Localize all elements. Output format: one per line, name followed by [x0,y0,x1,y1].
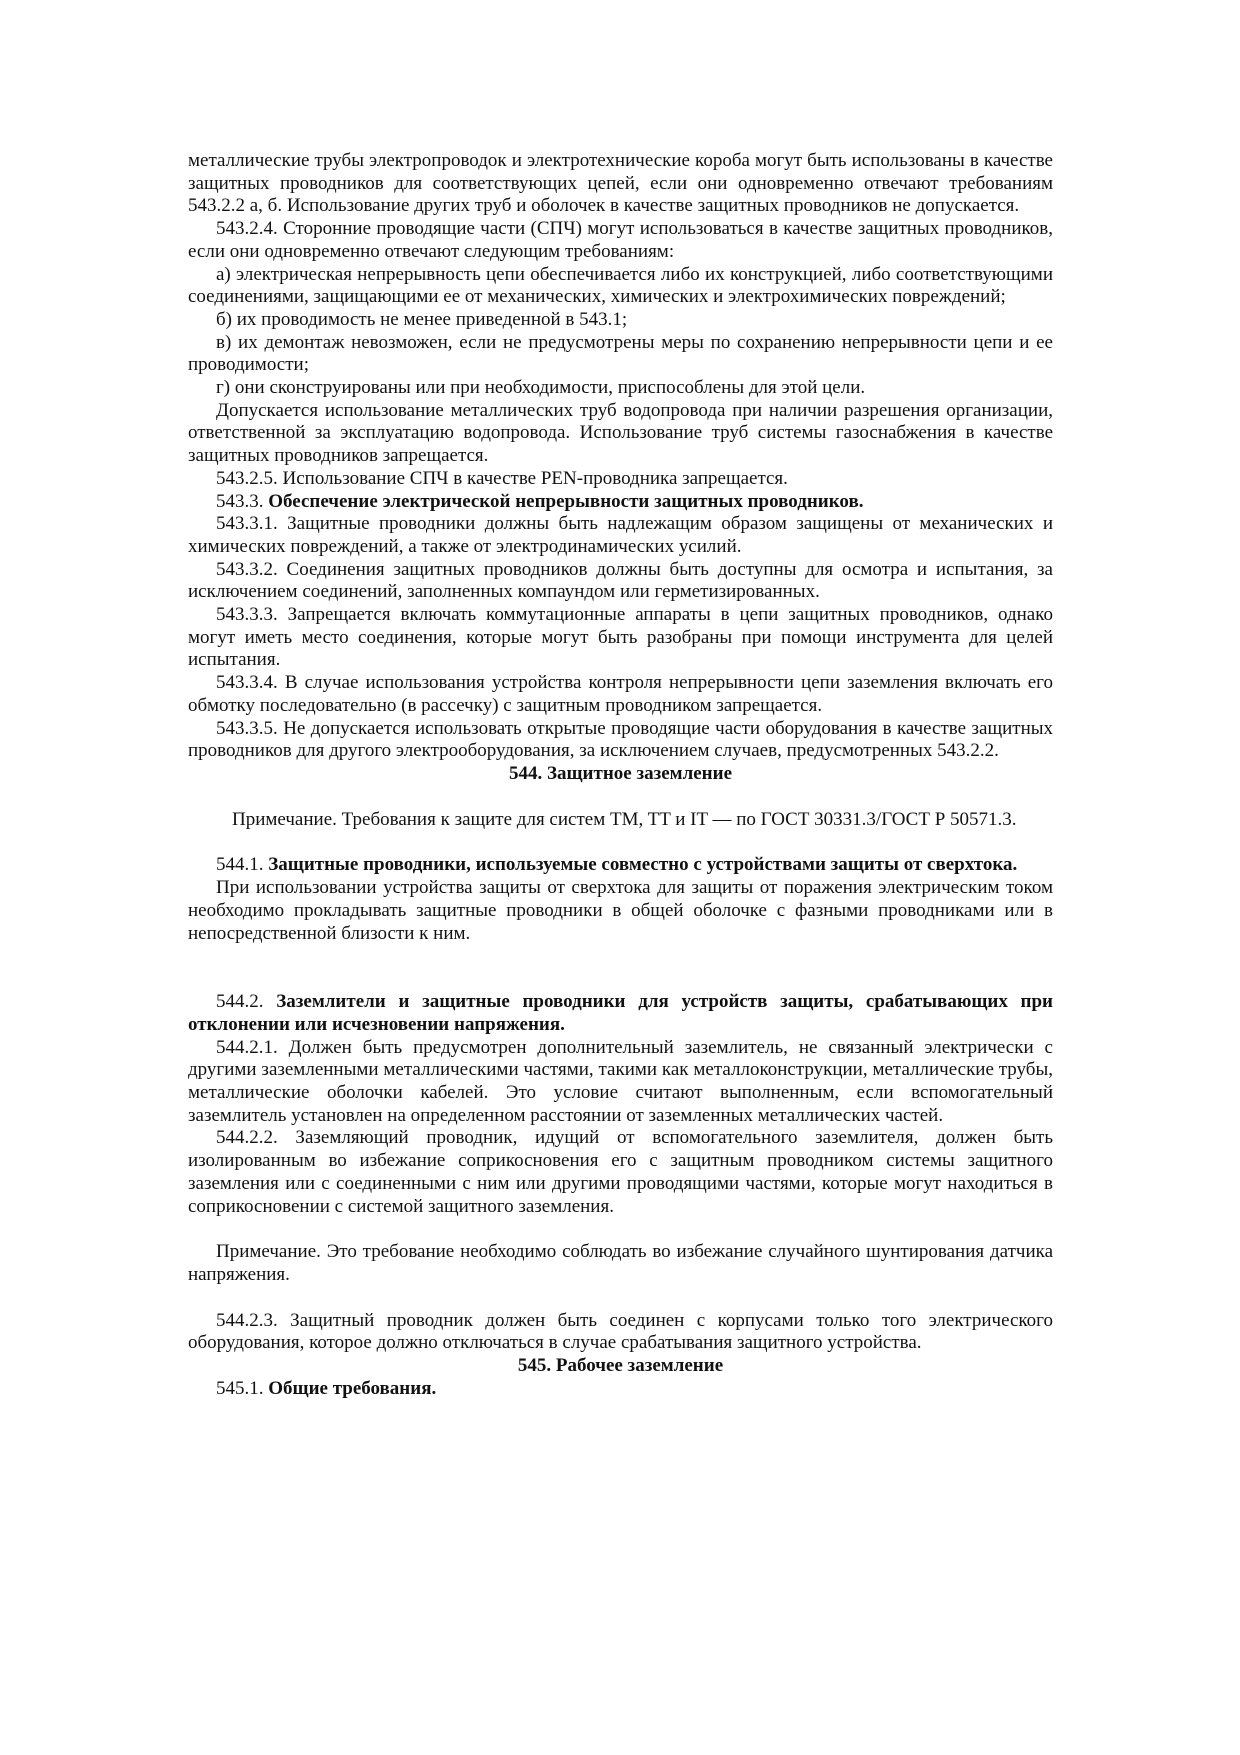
spacer [188,831,1053,854]
section-543-3 [188,491,1053,514]
spacer [188,786,1053,809]
section-545-1 [188,1378,1053,1401]
note-544: Примечание. Требования к защите для систем TM, TT и IT — по ГОСТ 30331.3/ГОСТ Р 50571.3. [232,808,1017,830]
heading-545: 545. Рабочее заземление [517,1355,724,1377]
list-item-a: а) электрическая непрерывность цепи обеспечивается либо их конструкцией, либо соответствующими соединениями, защищающими ее от механических, химических и электрохимических повреждений; [188,263,1053,308]
section-title: Общие требования. [268,1377,437,1399]
section-544-2 [188,991,1053,1036]
section-number: 543.3. [216,490,264,512]
list-item-g: г) они сконструированы или при необходимости, приспособлены для этой цели. [216,377,866,399]
paragraph-544-2-1: 544.2.1. Должен быть предусмотрен дополнительный заземлитель, не связанный электрически с другими заземленными металлическими частями, такими как металлоконструкции, металлические трубы, металлические оболочки кабелей. Это условие считают выполненным, если вспомогательный заземлитель установлен на определенном расстоянии от заземленных металлических частей. [188,1036,1053,1126]
spacer [188,945,1053,991]
heading-544: 544. Защитное заземление [508,762,733,784]
spacer [188,1218,1053,1241]
section-544-1 [188,854,1053,877]
note-544-2-2: Примечание. Это требование необходимо соблюдать во избежание случайного шунтирования датчика напряжения. [188,1241,1053,1285]
paragraph-544-2-3: 544.2.3. Защитный проводник должен быть соединен с корпусами только того электрического оборудования, которое должно отключаться в случае срабатывания защитного устройства. [188,1309,1053,1354]
paragraph-543-3-1: 543.3.1. Защитные проводники должны быть надлежащим образом защищены от механических и химических повреждений, а также от электродинамических усилий. [188,513,1053,557]
paragraph-543-2-4: 543.2.4. Сторонние проводящие части (СПЧ) могут использоваться в качестве защитных проводников, если они одновременно отвечают следующим требованиям: [188,218,1053,262]
section-number: 544.1. [216,854,264,876]
list-item-b: б) их проводимость не менее приведенной в 543.1; [216,308,628,330]
section-title: Защитные проводники, используемые совместно с устройствами защиты от сверхтока. [268,854,1018,876]
section-title: Обеспечение электрической непрерывности защитных проводников. [268,490,864,512]
section-title: Заземлители и защитные проводники для устройств защиты, срабатывающих при отклонении или исчезновении напряжения. [188,991,1053,1035]
paragraph-544-1-text: При использовании устройства защиты от сверхтока для защиты от поражения электрическим током необходимо прокладывать защитные проводники в общей оболочке с фазными проводниками или в непосредственной близости к ним. [188,877,1053,944]
paragraph-intro: металлические трубы электропроводок и электротехнические короба могут быть использованы в качестве защитных проводников для соответствующих цепей, если они одновременно отвечают требованиям 543.2.2 а, б. Использование других труб и оболочек в качестве защитных проводников не допускается. [188,150,1053,217]
paragraph-544-2-2: 544.2.2. Заземляющий проводник, идущий от вспомогательного заземлителя, должен быть изолированным во избежание соприкосновения его с защитным проводником системы защитного заземления или с соединенными с ним или другими проводящими частями, которые могут находиться в соприкосновении с системой защитного заземления. [188,1127,1053,1217]
paragraph-543-2-5: 543.2.5. Использование СПЧ в качестве PEN-проводника запрещается. [216,467,788,489]
paragraph-543-3-5: 543.3.5. Не допускается использовать открытые проводящие части оборудования в качестве защитных проводников для другого электрооборудования, за исключением случаев, предусмотренных 543.2.2. [188,717,1053,762]
section-number: 544.2. [216,991,264,1013]
spacer [188,1287,1053,1310]
paragraph-543-3-4: 543.3.4. В случае использования устройства контроля непрерывности цепи заземления включать его обмотку последовательно (в рассечку) с защитным проводником запрещается. [188,672,1053,716]
paragraph-dopuskaetsya: Допускается использование металлических труб водопровода при наличии разрешения организации, ответственной за эксплуатацию водопровода. Использование труб системы газоснабжения в качестве защитных проводников запрещается. [188,399,1053,467]
section-number: 545.1. [216,1377,264,1399]
paragraph-543-3-2: 543.3.2. Соединения защитных проводников должны быть доступны для осмотра и испытания, за исключением соединений, заполненных компаундом или герметизированных. [188,558,1053,603]
paragraph-543-3-3: 543.3.3. Запрещается включать коммутационные аппараты в цепи защитных проводников, однако могут иметь место соединения, которые могут быть разобраны при помощи инструмента для целей испытания. [188,604,1053,671]
list-item-v: в) их демонтаж невозможен, если не предусмотрены меры по сохранению непрерывности цепи и ее проводимости; [188,331,1053,376]
document-page [188,150,1053,1400]
